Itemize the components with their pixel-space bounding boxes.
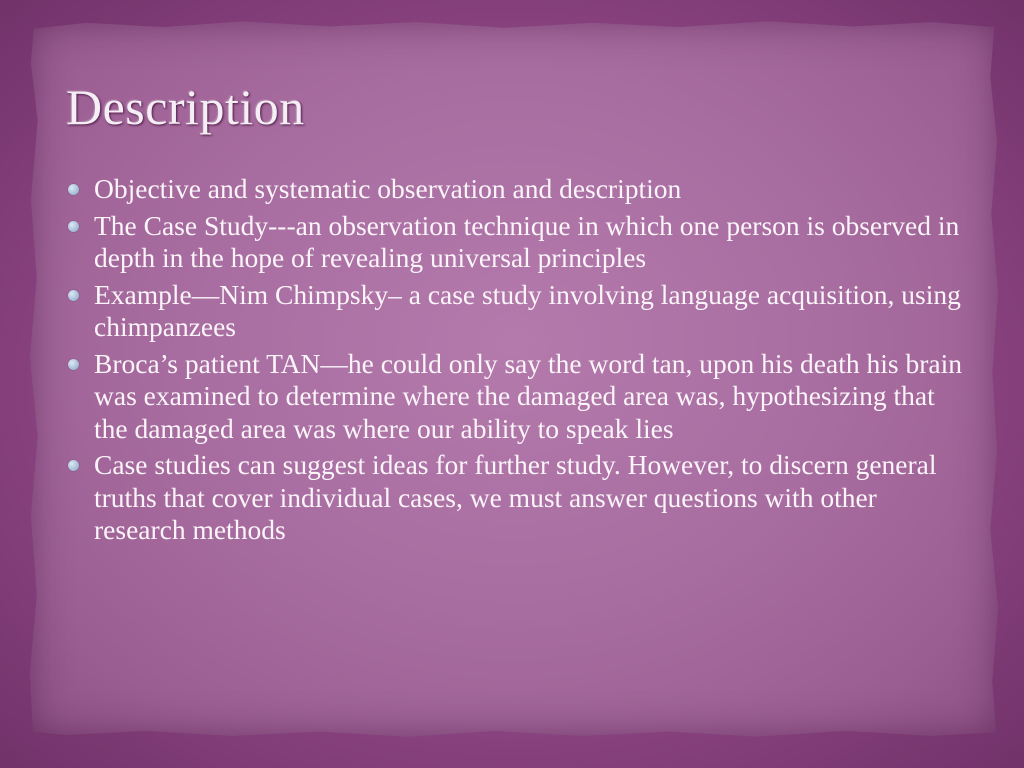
bullet-list <box>66 173 966 551</box>
bullet-text: The Case Study---an observation technique in which one person is observed in depth in the hope of revealing universal principles <box>94 209 960 273</box>
bullet-text: Objective and systematic observation and description <box>94 173 682 204</box>
bullet-item-1 <box>66 173 966 206</box>
bullet-item-5 <box>66 449 966 547</box>
bullet-dot-icon <box>68 184 79 195</box>
bullet-text: Example—Nim Chimpsky– a case study involving language acquisition, using chimpanzees <box>94 278 961 342</box>
bullet-text: Case studies can suggest ideas for further study. However, to discern general truths that cover individual cases, we must answer questions with other research methods <box>94 449 937 545</box>
bullet-item-3 <box>66 279 966 344</box>
bullet-dot-icon <box>68 221 79 232</box>
bullet-dot-icon <box>68 460 79 471</box>
bullet-dot-icon <box>68 359 79 370</box>
bullet-item-4 <box>66 348 966 446</box>
bullet-item-2 <box>66 210 966 275</box>
bullet-text: Broca’s patient TAN—he could only say the word tan, upon his death his brain was examined to determine where the damaged area was, hypothesizing that the damaged area was where our ability to speak lies <box>94 347 962 444</box>
slide-title: Description <box>66 79 305 135</box>
bullet-dot-icon <box>68 290 79 301</box>
